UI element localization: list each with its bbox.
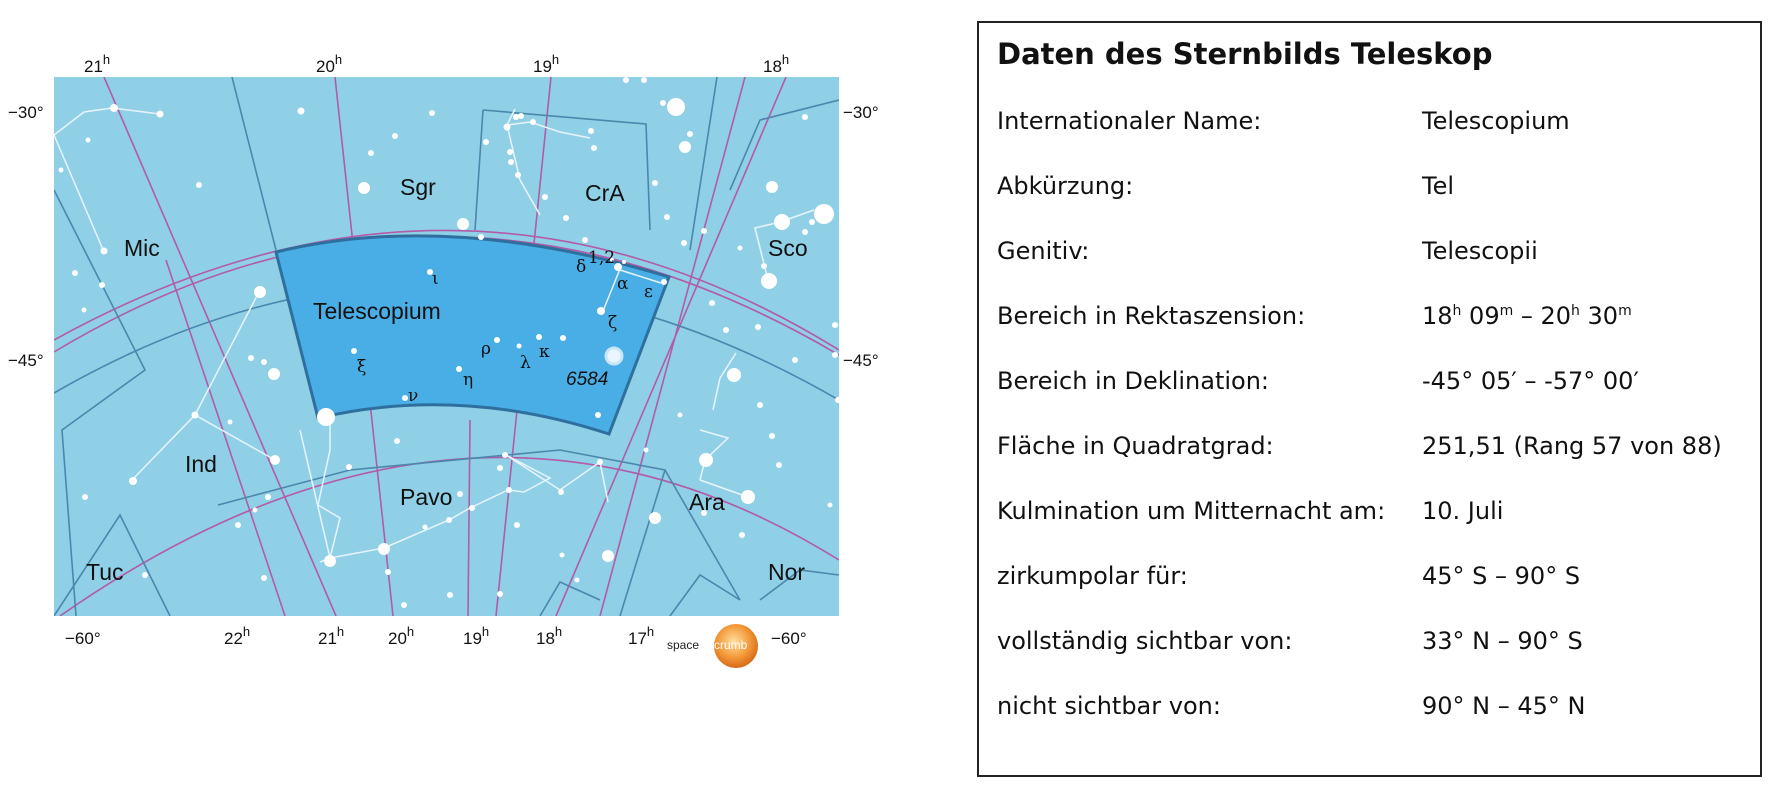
svg-text:−45°: −45° xyxy=(843,351,879,370)
svg-text:21h: 21$^h$ xyxy=(84,52,111,76)
label-sgr: Sgr xyxy=(400,174,436,200)
row-key: Bereich in Rektaszension: xyxy=(997,302,1306,330)
star-alpha: α xyxy=(617,274,629,294)
info-row xyxy=(997,692,1737,732)
row-value: 45° S – 90° S xyxy=(1422,562,1581,590)
label-ind: Ind xyxy=(185,451,217,477)
star-epsilon: ε xyxy=(644,282,653,302)
svg-text:19h: 19$^h$ xyxy=(463,624,490,648)
ngc-6584-cluster xyxy=(606,348,622,364)
star-iota: ι xyxy=(432,269,439,289)
svg-text:19h: 19$^h$ xyxy=(533,52,560,76)
row-value: 33° N – 90° S xyxy=(1422,627,1583,655)
label-telescopium: Telescopium xyxy=(313,298,441,324)
svg-text:crumb: crumb xyxy=(714,638,748,652)
info-row xyxy=(997,367,1737,407)
info-row xyxy=(997,172,1737,212)
svg-text:18h: 18$^h$ xyxy=(763,52,790,76)
svg-text:−60°: −60° xyxy=(65,629,101,648)
row-key: Kulmination um Mitternacht am: xyxy=(997,497,1386,525)
svg-text:space: space xyxy=(667,638,700,652)
row-value: -45° 05′ – -57° 00′ xyxy=(1422,367,1639,395)
label-sco: Sco xyxy=(768,235,808,261)
row-key: vollständig sichtbar von: xyxy=(997,627,1293,655)
label-tuc: Tuc xyxy=(86,559,124,585)
svg-text:17h: 17$^h$ xyxy=(628,624,655,648)
svg-text:18h: 18$^h$ xyxy=(536,624,563,648)
row-key: Internationaler Name: xyxy=(997,107,1262,135)
row-value: 251,51 (Rang 57 von 88) xyxy=(1422,432,1722,460)
info-row xyxy=(997,432,1737,472)
row-value: Tel xyxy=(1422,172,1455,200)
row-value: 90° N – 45° N xyxy=(1422,692,1586,720)
star-zeta: ζ xyxy=(608,313,618,333)
info-row xyxy=(997,562,1737,602)
label-cra: CrA xyxy=(585,180,625,206)
star-rho: ρ xyxy=(481,339,491,359)
row-value-ra: 18$^h$ 09$^m$ – 20$^h$ 30$^m$ xyxy=(1422,302,1632,330)
ra-axis-bottom xyxy=(224,624,654,648)
star-eta: η xyxy=(463,370,474,390)
star-map xyxy=(0,0,879,700)
svg-text:−30°: −30° xyxy=(8,103,44,122)
svg-text:−60°: −60° xyxy=(771,629,807,648)
star-delta: δ xyxy=(576,257,587,277)
row-key: Abkürzung: xyxy=(997,172,1134,200)
svg-text:20h: 20$^h$ xyxy=(316,52,343,76)
svg-text:−45°: −45° xyxy=(8,351,44,370)
spacecrumb-logo xyxy=(667,624,758,668)
info-title: Daten des Sternbilds Teleskop xyxy=(997,37,1493,71)
info-row xyxy=(997,497,1737,537)
row-key: nicht sichtbar von: xyxy=(997,692,1221,720)
row-key: Fläche in Quadratgrad: xyxy=(997,432,1274,460)
info-row xyxy=(997,107,1737,147)
row-value: Telescopium xyxy=(1422,107,1570,135)
info-row xyxy=(997,627,1737,667)
row-value: 10. Juli xyxy=(1422,497,1504,525)
ra-axis-top xyxy=(84,52,789,76)
info-row xyxy=(997,237,1737,277)
star-delta-sup: 1,2 xyxy=(588,248,616,268)
label-nor: Nor xyxy=(768,559,806,585)
row-key: Bereich in Deklination: xyxy=(997,367,1270,395)
star-nu: ν xyxy=(408,386,419,406)
star-lambda: λ xyxy=(520,353,531,373)
label-ara: Ara xyxy=(689,489,725,515)
star-kappa: κ xyxy=(539,342,550,362)
star-xi: ξ xyxy=(357,357,367,377)
svg-text:20h: 20$^h$ xyxy=(388,624,415,648)
object-6584: 6584 xyxy=(566,369,609,390)
label-mic: Mic xyxy=(124,235,160,261)
info-panel xyxy=(977,21,1762,777)
label-pavo: Pavo xyxy=(400,484,453,510)
row-key: zirkumpolar für: xyxy=(997,562,1188,590)
row-key: Genitiv: xyxy=(997,237,1090,265)
row-value: Telescopii xyxy=(1422,237,1538,265)
svg-text:22h: 22$^h$ xyxy=(224,624,251,648)
svg-text:21h: 21$^h$ xyxy=(318,624,345,648)
svg-text:−30°: −30° xyxy=(843,103,879,122)
info-row xyxy=(997,302,1737,342)
